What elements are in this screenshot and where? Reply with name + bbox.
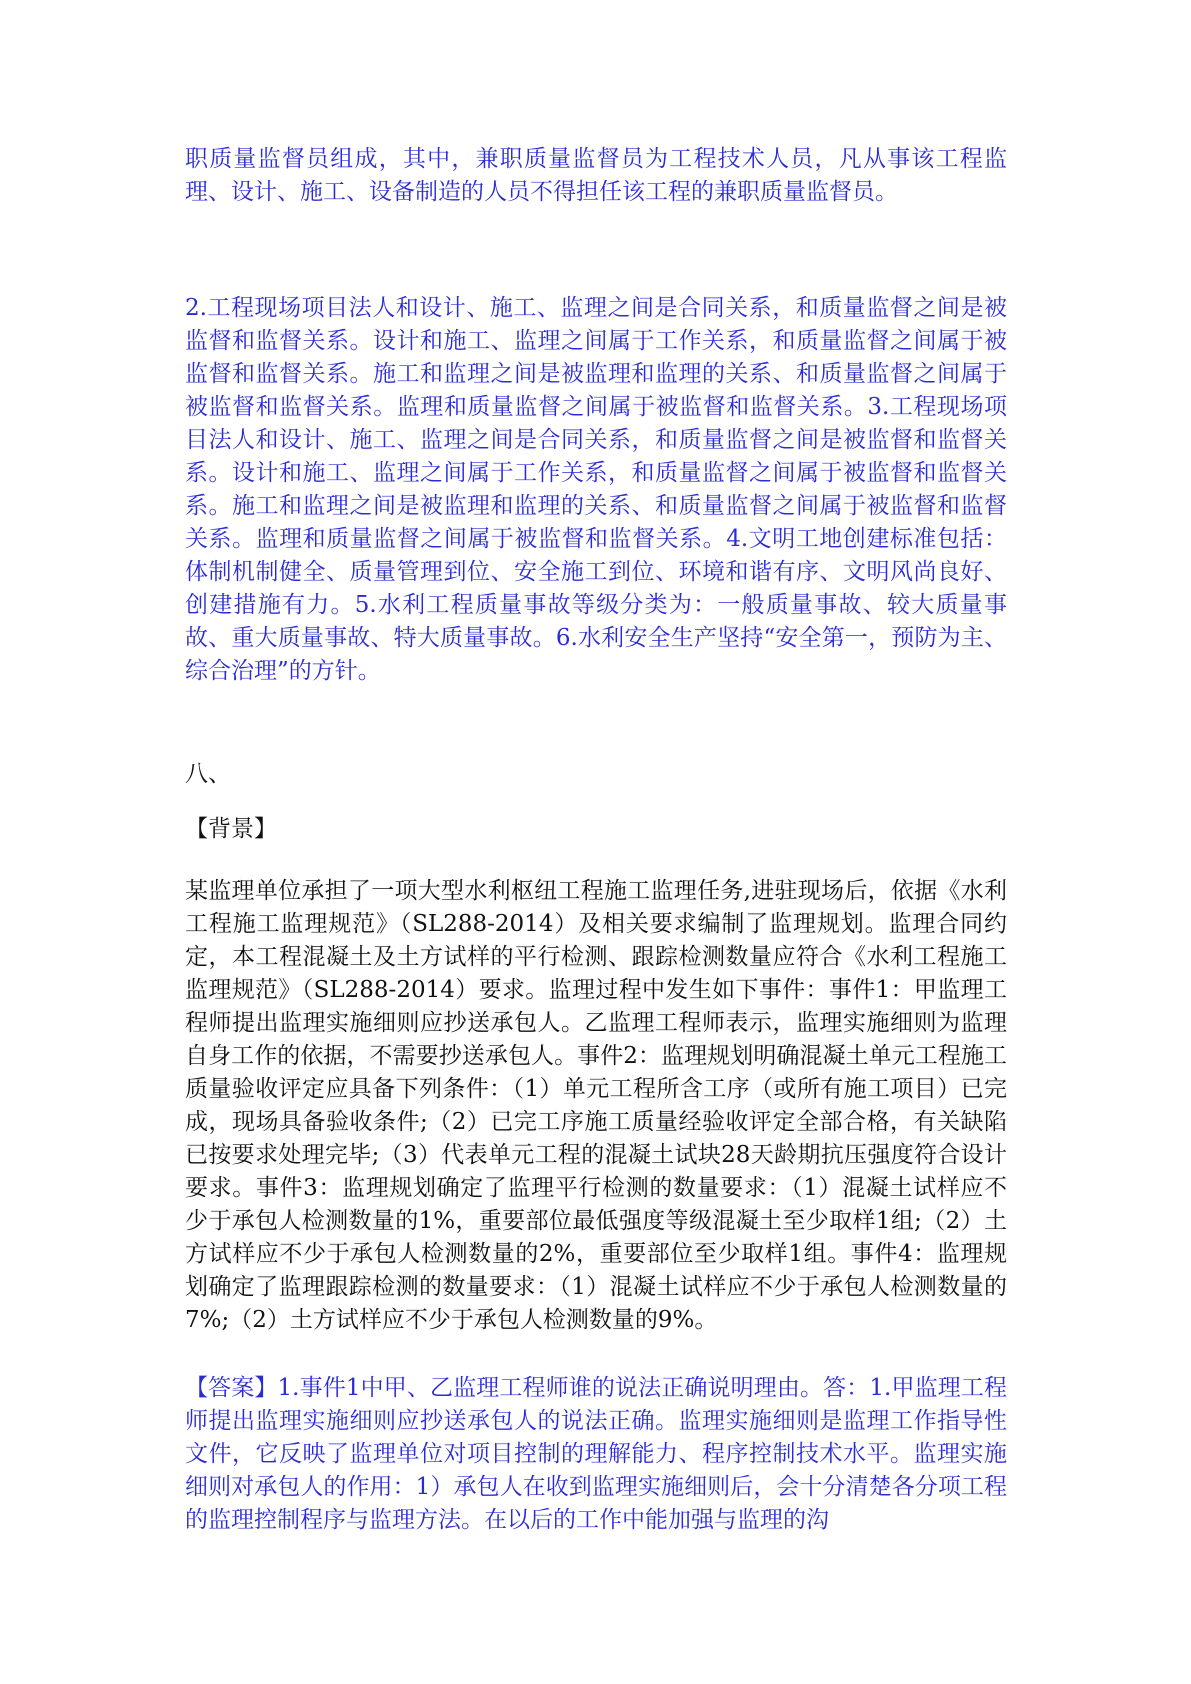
- answer-points-paragraph: 2.工程现场项目法人和设计、施工、监理之间是合同关系，和质量监督之间是被监督和监督关系。设计和施工、监理之间属于工作关系，和质量监督之间属于被监督和监督关系。施工和监理之间是被监理和监理的关系、和质量监督之间属于被监督和监督关系。监理和质量监督之间属于被监督和监督关系。3.工程现场项目法人和设计、施工、监理之间是合同关系，和质量监督之间是被监督和监督关系。设计和施工、监理之间属于工作关系，和质量监督之间属于被监督和监督关系。施工和监理之间是被监理和监理的关系、和质量监督之间属于被监督和监督关系。监理和质量监督之间属于被监督和监督关系。4.文明工地创建标准包括：体制机制健全、质量管理到位、安全施工到位、环境和谐有序、文明风尚良好、创建措施有力。5.水利工程质量事故等级分类为：一般质量事故、较大质量事故、重大质量事故、特大质量事故。6.水利安全生产坚持“安全第一，预防为主、综合治理”的方针。: [185, 295, 1007, 684]
- answer-continuation-paragraph: 职质量监督员组成，其中，兼职质量监督员为工程技术人员，凡从事该工程监理、设计、施工、设备制造的人员不得担任该工程的兼职质量监督员。: [185, 146, 1007, 205]
- answer-label: 【答案】: [185, 1375, 278, 1401]
- answer-text: 1.事件1中甲、乙监理工程师谁的说法正确说明理由。答：1.甲监理工程师提出监理实施细则应抄送承包人的说法正确。监理实施细则是监理工作指导性文件，它反映了监理单位对项目控制的理解能力、程序控制技术水平。监理实施细则对承包人的作用：1）承包人在收到监理实施细则后，会十分清楚各分项工程的监理控制程序与监理方法。在以后的工作中能加强与监理的沟: [185, 1375, 1007, 1533]
- background-label: 【背景】: [185, 816, 277, 842]
- background-paragraph: 某监理单位承担了一项大型水利枢纽工程施工监理任务,进驻现场后，依据《水利工程施工监理规范》（SL288-2014）及相关要求编制了监理规划。监理合同约定，本工程混凝土及土方试样的平行检测、跟踪检测数量应符合《水利工程施工监理规范》（SL288-2014）要求。监理过程中发生如下事件：事件1：甲监理工程师提出监理实施细则应抄送承包人。乙监理工程师表示，监理实施细则为监理自身工作的依据，不需要抄送承包人。事件2：监理规划明确混凝土单元工程施工质量验收评定应具备下列条件：（1）单元工程所含工序（或所有施工项目）已完成，现场具备验收条件;（2）已完工序施工质量经验收评定全部合格，有关缺陷已按要求处理完毕;（3）代表单元工程的混凝土试块28天龄期抗压强度符合设计要求。事件3：监理规划确定了监理平行检测的数量要求：（1）混凝土试样应不少于承包人检测数量的1%，重要部位最低强度等级混凝土至少取样1组;（2）土方试样应不少于承包人检测数量的2%，重要部位至少取样1组。事件4：监理规划确定了监理跟踪检测的数量要求：（1）混凝土试样应不少于承包人检测数量的7%;（2）土方试样应不少于承包人检测数量的9%。: [185, 878, 1007, 1333]
- answer-paragraph: [185, 1372, 1007, 1537]
- section-heading: 八、: [185, 761, 231, 787]
